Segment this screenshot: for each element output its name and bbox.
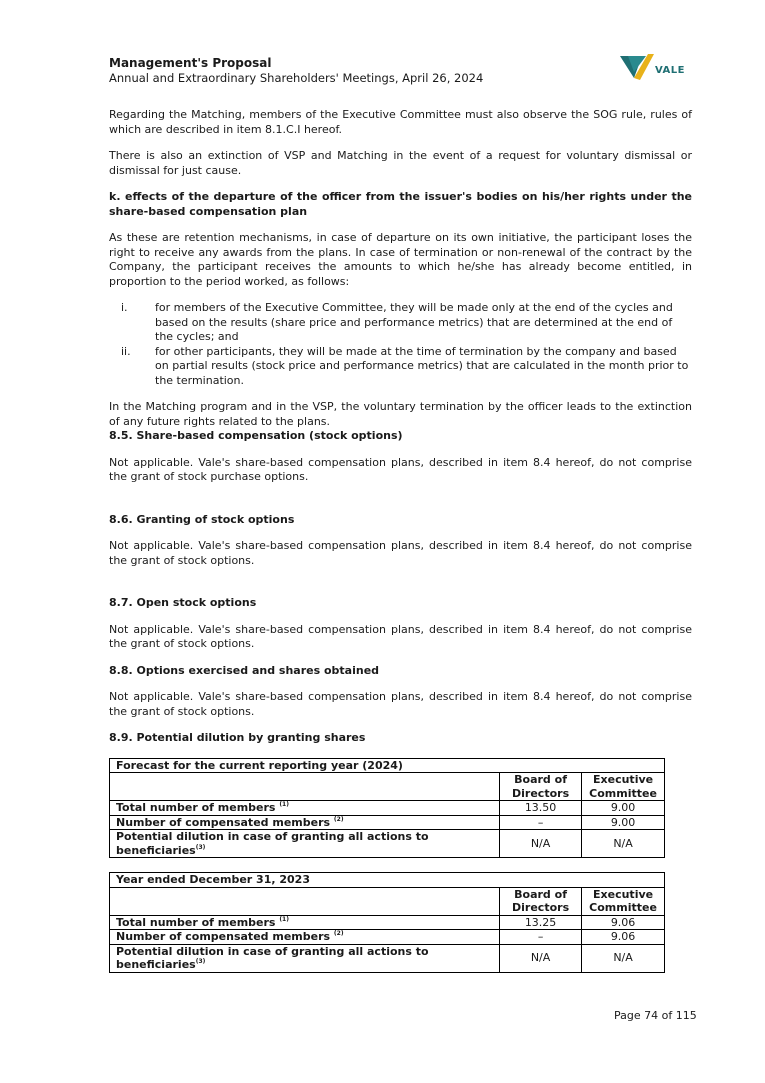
row-label: Total number of members xyxy=(116,915,276,929)
table-header-blank xyxy=(110,773,500,801)
table-title: Year ended December 31, 2023 xyxy=(110,873,665,888)
cell-value: N/A xyxy=(582,830,665,858)
table-header-blank xyxy=(110,887,500,915)
section-heading-8-8: 8.8. Options exercised and shares obtained xyxy=(109,663,380,677)
section-heading-8-7: 8.7. Open stock options xyxy=(109,596,257,609)
section-heading-k: k. effects of the departure of the officer from the issuer's bodies on his/her rights under the share-based compensation plan xyxy=(109,190,692,218)
paragraph: Not applicable. Vale's share-based compensation plans, described in item 8.4 hereof, do not comprise the grant of stock options. xyxy=(109,622,692,650)
paragraph: As these are retention mechanisms, in case of departure on its own initiative, the participant loses the right to receive any awards from the plans. In case of termination or non-renewal of the contract by the Company, the participant receives the amounts to which he/she has already become entitled, in proportion to the period worked, as follows: xyxy=(109,231,692,288)
table-row xyxy=(110,815,665,830)
logo-wordmark: VALE xyxy=(655,65,686,76)
list-item xyxy=(109,345,692,389)
list-number: ii. xyxy=(121,344,131,358)
table-row xyxy=(110,801,665,816)
table-row xyxy=(110,944,665,972)
header-subtitle: Annual and Extraordinary Shareholders' Meetings, April 26, 2024 xyxy=(109,71,484,85)
table-row xyxy=(110,930,665,945)
dilution-table-2023 xyxy=(109,872,665,973)
cell-value: N/A xyxy=(582,944,665,972)
paragraph: In the Matching program and in the VSP, the voluntary termination by the officer leads to the extinction of any future rights related to the plans. xyxy=(109,400,692,428)
cell-value: 9.00 xyxy=(582,801,665,816)
paragraph: Not applicable. Vale's share-based compensation plans, described in item 8.4 hereof, do not comprise the grant of stock purchase options. xyxy=(109,455,692,483)
paragraph: Regarding the Matching, members of the Executive Committee must also observe the SOG rule, rules of which are described in item 8.1.C.I hereof. xyxy=(109,108,692,136)
page-content xyxy=(109,108,692,973)
list-number: i. xyxy=(121,301,128,314)
paragraph: Not applicable. Vale's share-based compensation plans, described in item 8.4 hereof, do not comprise the grant of stock options. xyxy=(109,539,692,567)
row-label: Number of compensated members xyxy=(116,815,331,829)
cell-value: 13.50 xyxy=(500,801,582,816)
list-text: for other participants, they will be made at the time of termination by the company and based on partial results (stock price and performance metrics) that are calculated in the month prior to the termination. xyxy=(155,344,689,387)
section-heading-8-6: 8.6. Granting of stock options xyxy=(109,512,295,526)
cell-value: 9.06 xyxy=(582,930,665,945)
roman-list xyxy=(109,301,692,388)
footnote-ref: (3) xyxy=(195,958,206,965)
paragraph: Not applicable. Vale's share-based compensation plans, described in item 8.4 hereof, do not comprise the grant of stock options. xyxy=(109,690,692,718)
document-header xyxy=(109,56,483,86)
col-header-board: Board of Directors xyxy=(500,773,582,801)
col-header-executive: Executive Committee xyxy=(582,773,665,801)
section-heading-8-5: 8.5. Share-based compensation (stock options) xyxy=(109,429,403,442)
table-row xyxy=(110,915,665,930)
page-number: Page 74 of 115 xyxy=(614,1009,697,1022)
cell-value: N/A xyxy=(500,830,582,858)
footnote-ref: (1) xyxy=(279,915,289,923)
table-row xyxy=(110,830,665,858)
footnote-ref: (2) xyxy=(333,930,344,937)
list-item xyxy=(109,301,692,345)
dilution-table-2024 xyxy=(109,758,665,859)
header-title: Management's Proposal xyxy=(109,56,272,70)
cell-value: 9.00 xyxy=(582,815,665,830)
row-label: Potential dilution in case of granting all actions to beneficiaries xyxy=(116,830,429,857)
paragraph: There is also an extinction of VSP and Matching in the event of a request for voluntary dismissal or dismissal for just cause. xyxy=(109,149,692,177)
footnote-ref: (1) xyxy=(279,801,289,808)
cell-value: 9.06 xyxy=(582,915,665,930)
col-header-executive: Executive Committee xyxy=(582,887,665,915)
table-title: Forecast for the current reporting year (2024) xyxy=(110,758,665,773)
cell-value: N/A xyxy=(500,944,582,972)
row-label: Potential dilution in case of granting all actions to beneficiaries xyxy=(116,944,429,971)
footnote-ref: (3) xyxy=(195,843,206,851)
row-label: Number of compensated members xyxy=(116,930,331,943)
cell-value: – xyxy=(500,930,582,945)
section-heading-8-9: 8.9. Potential dilution by granting shares xyxy=(109,731,366,744)
footnote-ref: (2) xyxy=(333,815,344,823)
col-header-board: Board of Directors xyxy=(500,887,582,915)
list-text: for members of the Executive Committee, they will be made only at the end of the cycles and based on the results (share price and performance metrics) that are determined at the end of the cycles; and xyxy=(155,301,673,343)
cell-value: 13.25 xyxy=(500,915,582,930)
row-label: Total number of members xyxy=(116,801,276,814)
cell-value: – xyxy=(500,815,582,830)
